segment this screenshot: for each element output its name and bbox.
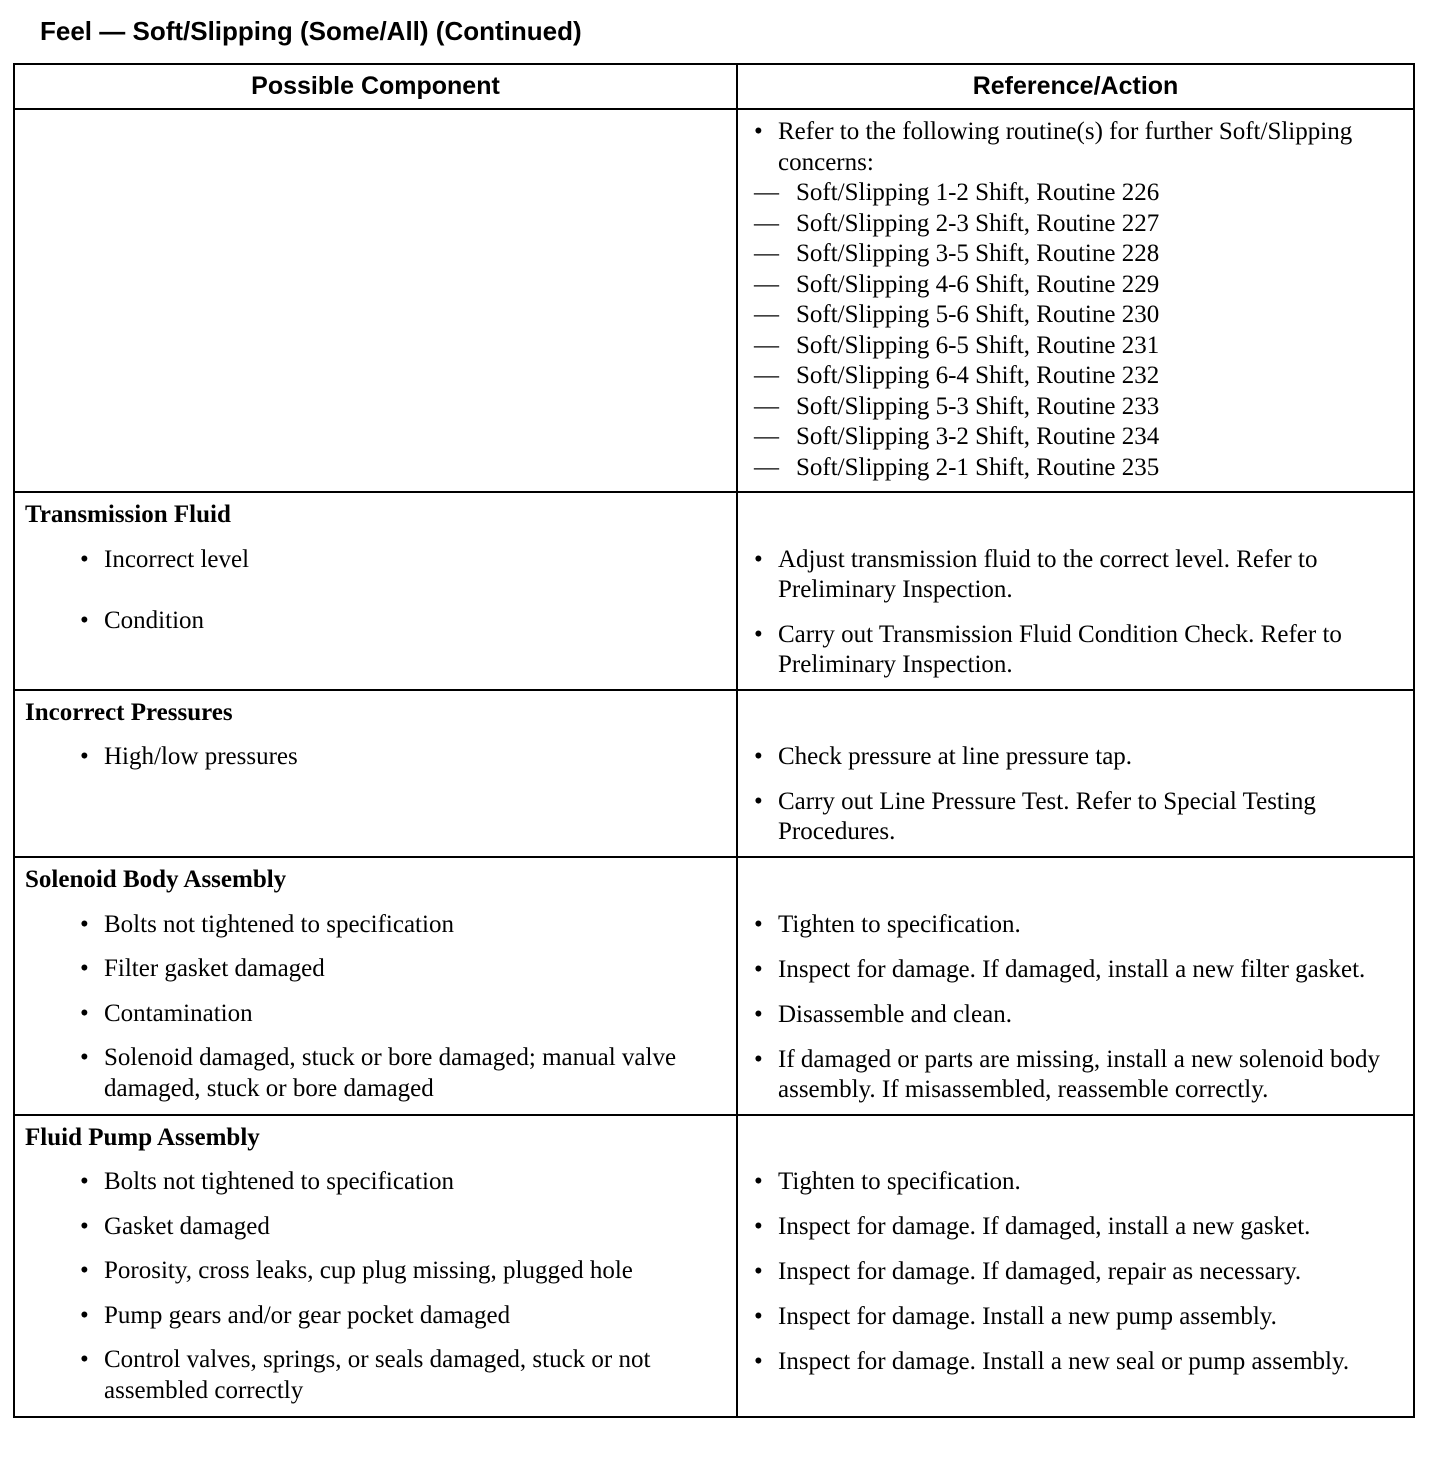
cause-item: • Pump gears and/or gear pocket damaged (80, 1301, 736, 1332)
section-heading: Transmission Fluid (25, 501, 231, 528)
section-heading: Solenoid Body Assembly (25, 866, 287, 893)
page-title: Feel — Soft/Slipping (Some/All) (Continued) (40, 16, 582, 46)
routine-item: — Soft/Slipping 6-5 Shift, Routine 231 (754, 331, 1405, 362)
table-header (15, 65, 1413, 110)
intro-text: • Refer to the following routine(s) for further Soft/Slipping concerns: (754, 117, 1405, 178)
cause-item: • Bolts not tightened to specification (80, 1167, 736, 1198)
section-row (15, 858, 1413, 1116)
routine-item: — Soft/Slipping 3-5 Shift, Routine 228 (754, 239, 1405, 270)
routine-item: — Soft/Slipping 5-3 Shift, Routine 233 (754, 392, 1405, 423)
routine-item: — Soft/Slipping 4-6 Shift, Routine 229 (754, 270, 1405, 301)
action-item: • Carry out Line Pressure Test. Refer to Special Testing Procedures. (754, 787, 1405, 848)
routine-item: — Soft/Slipping 6-4 Shift, Routine 232 (754, 361, 1405, 392)
routine-item: — Soft/Slipping 3-2 Shift, Routine 234 (754, 422, 1405, 453)
action-item: • Tighten to specification. (754, 1167, 1405, 1198)
section-row (15, 1116, 1413, 1417)
routine-item: — Soft/Slipping 5-6 Shift, Routine 230 (754, 300, 1405, 331)
section-row (15, 691, 1413, 859)
cause-item: • High/low pressures (80, 742, 736, 834)
routine-item: — Soft/Slipping 1-2 Shift, Routine 226 (754, 178, 1405, 209)
cause-item: • Condition (80, 606, 736, 653)
action-item: • Inspect for damage. If damaged, install a new filter gasket. (754, 955, 1405, 986)
action-item: • Inspect for damage. If damaged, install a new gasket. (754, 1212, 1405, 1243)
action-item: • Tighten to specification. (754, 910, 1405, 941)
header-action: Reference/Action (972, 72, 1179, 100)
cause-item: • Incorrect level (80, 545, 736, 592)
action-item: • Carry out Transmission Fluid Condition Check. Refer to Preliminary Inspection. (754, 620, 1405, 681)
section-row (15, 493, 1413, 691)
cause-item: • Filter gasket damaged (80, 954, 736, 985)
action-item: • Inspect for damage. Install a new pump assembly. (754, 1302, 1405, 1333)
action-item: • Adjust transmission fluid to the correct level. Refer to Preliminary Inspection. (754, 545, 1405, 606)
action-item: • Disassemble and clean. (754, 1000, 1405, 1031)
routine-item: — Soft/Slipping 2-3 Shift, Routine 227 (754, 209, 1405, 240)
action-item: • Check pressure at line pressure tap. (754, 742, 1405, 773)
action-item: • Inspect for damage. If damaged, repair as necessary. (754, 1257, 1405, 1288)
action-item: • If damaged or parts are missing, install a new solenoid body assembly. If misassembled, reassemble correctly. (754, 1045, 1405, 1106)
cause-item: • Gasket damaged (80, 1212, 736, 1243)
cause-item: • Porosity, cross leaks, cup plug missing, plugged hole (80, 1256, 736, 1287)
diagnostic-table (13, 63, 1415, 1418)
cause-item: • Control valves, springs, or seals damaged, stuck or not assembled correctly (80, 1345, 736, 1406)
action-item: • Inspect for damage. Install a new seal or pump assembly. (754, 1347, 1405, 1378)
section-heading: Fluid Pump Assembly (25, 1123, 260, 1151)
cause-item: • Contamination (80, 999, 736, 1030)
header-component: Possible Component (15, 65, 738, 108)
section-heading: Incorrect Pressures (25, 698, 233, 726)
intro-row (15, 110, 1413, 493)
routine-item: — Soft/Slipping 2-1 Shift, Routine 235 (754, 453, 1405, 484)
cause-item: • Solenoid damaged, stuck or bore damaged; manual valve damaged, stuck or bore damaged (80, 1043, 736, 1104)
cause-item: • Bolts not tightened to specification (80, 910, 736, 941)
